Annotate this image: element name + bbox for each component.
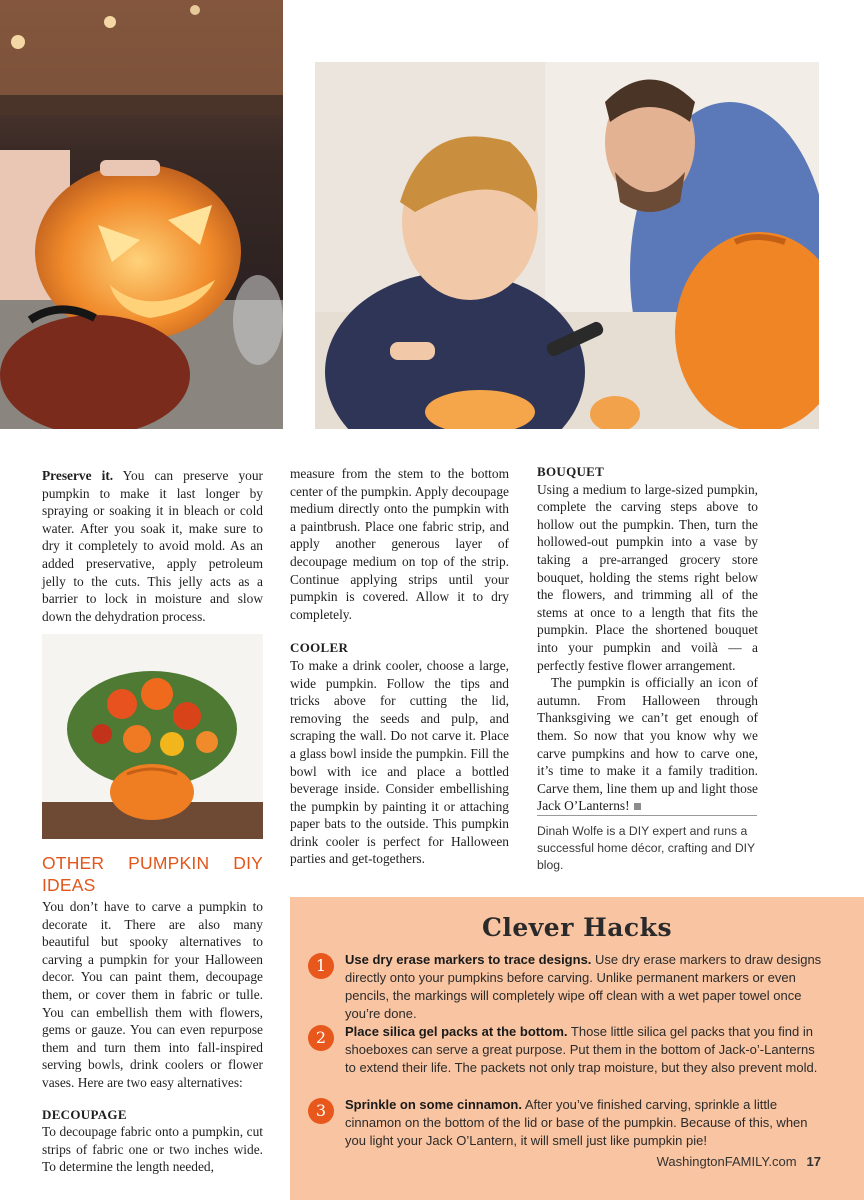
pumpkin-flower-vase-photo	[42, 634, 263, 839]
bouquet-heading: BOUQUET	[537, 464, 605, 479]
decoupage-heading: DECOUPAGE	[42, 1106, 127, 1122]
decoupage-body-continued: measure from the stem to the bottom center of the pumpkin. Apply decoupage medium directly onto the pumpkin with a paintbrush. Place one fabric strip, and apply another generous layer of decoupage medium on top of the strip. Continue applying strips until your pumpkin is covered. Allow it to dry completely.	[290, 466, 509, 622]
hack-lead: Use dry erase markers to trace designs.	[345, 952, 592, 967]
bouquet-body: Using a medium to large-sized pumpkin, complete the carving steps above to hollow out the pumpkin. Then, turn the hollowed-out pumpkin into a vase by taking a pre-arranged grocery store bouquet, holding the stems right below the flowers, and trimming all of the stems at once to a length that fits the pumpkin. Place the shortened bouquet into your pumpkin and voilà — a perfectly festive flower arrangement.	[537, 481, 758, 673]
bio-divider	[537, 815, 757, 816]
cooler-heading: COOLER	[290, 640, 349, 656]
decoupage-body-start: To decoupage fabric onto a pumpkin, cut strips of fabric one or two inches wide. To determine the length needed,	[42, 1124, 263, 1175]
hack-item-3	[308, 1096, 828, 1150]
preserve-body: You can preserve your pumpkin to make it last longer by spraying or soaking it in bleach or cold water. After you soak it, make sure to dry it completely to avoid mold. As an added preservative, apply petroleum jelly to the cuts. This jelly acts as a barrier to lock in moisture and slow down the dehydration process.	[42, 468, 264, 624]
column-one	[42, 467, 263, 625]
father-son-carving-photo	[315, 62, 819, 429]
hack-text	[345, 951, 828, 1023]
preserve-paragraph	[42, 467, 263, 625]
column-three	[537, 463, 758, 815]
preserve-lead: Preserve it.	[42, 468, 114, 483]
hack-lead: Place silica gel packs at the bottom.	[345, 1024, 568, 1039]
hack-text	[345, 1023, 828, 1077]
author-bio: Dinah Wolfe is a DIY expert and runs a successful home décor, crafting and DIY blog.	[537, 824, 755, 872]
number-two-badge: 2	[308, 1025, 334, 1051]
other-ideas-heading: OTHER PUMPKIN DIY IDEAS	[42, 853, 263, 895]
hack-body: After you’ve finished carving, sprinkle a little cinnamon on the bottom of the lid or base of the pumpkin. Because of this, when you light your Jack O’Lantern, it will smell just like pumpkin pie!	[345, 1097, 808, 1148]
column-one-lower	[42, 852, 263, 1176]
number-one-badge: 1	[308, 953, 334, 979]
site-name: WashingtonFAMILY.com	[656, 1154, 797, 1169]
jack-o-lantern-photo	[0, 0, 283, 429]
other-ideas-body: You don’t have to carve a pumpkin to decorate it. There are also many beautiful but spooky alternatives to carving a pumpkin for your Halloween decor. You can paint them, decoupage them, or cover them in fabric or tulle. You can embellish them with flowers, gems or gauze. You can even repurpose them and turn them into fall-inspired serving bowls, drink coolers or flower vases. Here are two easy alternatives:	[42, 899, 263, 1090]
closing-paragraph	[537, 674, 758, 815]
page-footer	[657, 1154, 821, 1169]
hack-item-1	[308, 951, 828, 1023]
end-mark-icon	[634, 803, 641, 810]
hack-body: Those little silica gel packs that you find in shoeboxes can serve a great purpose. Put them in the bottom of Jack-o’-Lanterns to extend their life. The packets not only trap moisture, but they also prevent mold.	[345, 1024, 818, 1075]
cooler-body: To make a drink cooler, choose a large, wide pumpkin. Follow the tips and tricks above for cutting the lid, removing the seeds and pulp, and scraping the wall. Do not carve it. Place a glass bowl inside the pumpkin. Fill the bowl with ice and place a bottled beverage inside. Consider embellishing the pumpkin by painting it or attaching paper bats to the outside. This pumpkin drink cooler is perfect for Halloween parties and get-togethers.	[290, 657, 509, 867]
number-three-badge: 3	[308, 1098, 334, 1124]
column-two	[290, 465, 509, 868]
hack-item-2	[308, 1023, 828, 1077]
clever-hacks-title: Clever Hacks	[481, 913, 673, 942]
hack-lead: Sprinkle on some cinnamon.	[345, 1097, 522, 1112]
closing-text: The pumpkin is officially an icon of autumn. From Halloween through Thanksgiving we can’t get enough of them. So now that you know why we carve pumpkins and how to carve one, it’s time to make it a family tradition. Carve them, line them up and light those Jack O’Lanterns!	[537, 675, 758, 814]
hack-body: Use dry erase markers to draw designs directly onto your pumpkins before carving. Unlike permanent markers or even pencils, the markings will completely wipe off clean with a wet paper towel once you’re done.	[345, 952, 822, 1021]
hack-text	[345, 1096, 828, 1150]
page-number: 17	[806, 1154, 821, 1169]
